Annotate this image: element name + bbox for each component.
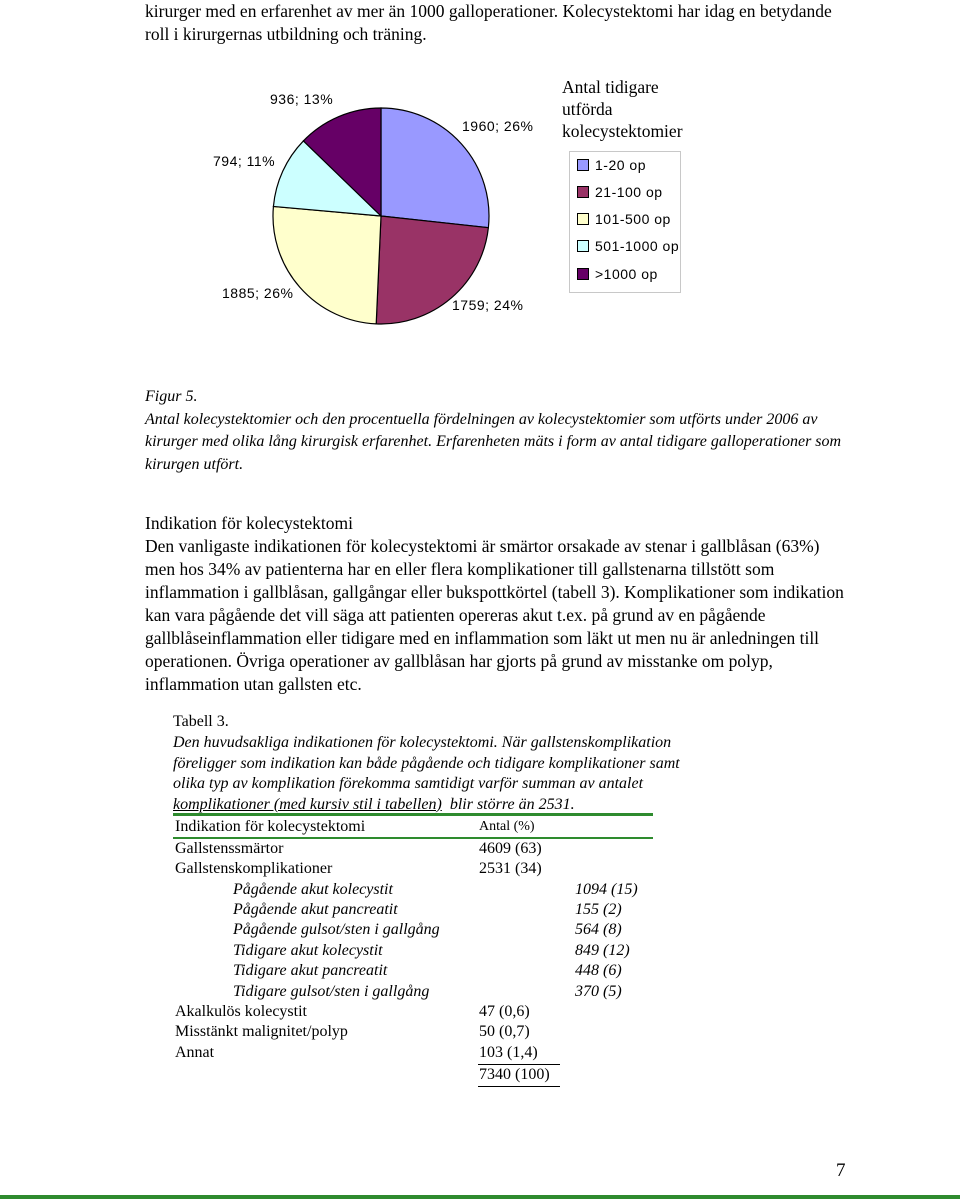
table-total-value: 7340 (100): [479, 1066, 550, 1083]
table-caption-underlined: komplikationer (med kursiv stil i tabellen): [173, 795, 442, 813]
table-caption-rest: blir större än 2531.: [441, 795, 575, 813]
table-subrow: [175, 880, 655, 900]
section-heading: Indikation för kolecystektomi: [145, 513, 354, 533]
figure-label: Figur 5.: [145, 388, 198, 405]
pie-slice-3: [273, 206, 381, 323]
table-top-rule: [173, 813, 653, 816]
table-header-row: [175, 817, 655, 837]
table-label: Tabell 3.: [173, 713, 229, 730]
row-value: 50 (0,7): [479, 1023, 530, 1040]
legend-title-line: Antal tidigare: [562, 77, 659, 97]
pie-label-1960: 1960; 26%: [462, 118, 534, 134]
table-caption-line: Den huvudsakliga indikationen för kolecystektomi. När gallstenskomplikation: [173, 734, 672, 751]
row-label: Gallstenskomplikationer: [175, 860, 333, 877]
table-subrow: [175, 941, 655, 961]
intro-paragraph: kirurger med en erfarenhet av mer än 1000 galloperationer. Kolecystektomi har idag en betydande roll i kirurgernas utbildning och träning.: [145, 1, 832, 44]
legend-label: 21-100 op: [595, 184, 663, 200]
legend-title-line: utförda: [562, 99, 613, 119]
legend-item: [577, 211, 671, 227]
row-label: Akalkulös kolecystit: [175, 1003, 307, 1020]
table-subrow: [175, 982, 655, 1002]
table-subrow: [175, 900, 655, 920]
subrow-value: 448 (6): [575, 962, 622, 979]
legend-item: [577, 157, 646, 173]
page-number: 7: [836, 1160, 846, 1181]
legend-swatch: [577, 268, 589, 280]
legend-item: [577, 238, 679, 254]
table-row: [175, 1043, 655, 1063]
section-body: Den vanligaste indikationen för kolecystektomi är smärtor orsakade av stenar i gallblåsan (63%) men hos 34% av patienterna har en eller flera komplikationer till gallstenarna tillstött som inflammation i gallblåsan, gallgångar eller bukspottkörtel (tabell 3). Komplikationer som indikation kan vara pågående det vill säga att patienten opereras akut t.ex. på grund av en pågående gallblåseinflammation eller tidigare med en inflammation som läkt ut men nu är anledningen till operationen. Övriga operationer av gallblåsan har gjorts på grund av misstanke om polyp, inflammation utan gallsten etc.: [145, 536, 844, 694]
subrow-label: Pågående gulsot/sten i gallgång: [233, 921, 440, 938]
table-total-row: [175, 1065, 655, 1085]
row-value: 103 (1,4): [479, 1044, 538, 1061]
pie-label-1885: 1885; 26%: [222, 285, 294, 301]
pie-label-1759: 1759; 24%: [452, 297, 524, 313]
subrow-label: Tidigare akut kolecystit: [233, 942, 383, 959]
chart-legend: [569, 151, 681, 293]
figure-caption: [145, 386, 845, 476]
legend-title: [562, 76, 683, 142]
subrow-value: 1094 (15): [575, 881, 638, 898]
table-row: [175, 859, 655, 879]
legend-swatch: [577, 159, 589, 171]
subrow-label: Tidigare akut pancreatit: [233, 962, 388, 979]
table-row: [175, 1002, 655, 1022]
subrow-value: 564 (8): [575, 921, 622, 938]
table-header-count: Antal (%): [479, 819, 535, 834]
footer-rule: [0, 1195, 960, 1199]
pie-label-794: 794; 11%: [213, 153, 276, 169]
legend-label: 501-1000 op: [595, 238, 680, 254]
row-label: Misstänkt malignitet/polyp: [175, 1023, 348, 1040]
legend-swatch: [577, 213, 589, 225]
table-caption: [173, 733, 753, 815]
legend-label: 1-20 op: [595, 157, 646, 173]
subrow-value: 849 (12): [575, 942, 630, 959]
subrow-value: 155 (2): [575, 901, 622, 918]
figure-caption-text: Antal kolecystektomier och den procentuella fördelningen av kolecystektomier som utförts under 2006 av kirurger med olika lång kirurgisk erfarenhet. Erfarenheten mäts i form av antal tidigare galloperationer som kirurgen utfört.: [145, 410, 842, 473]
legend-swatch: [577, 240, 589, 252]
table-header-indication: Indikation för kolecystektomi: [175, 818, 366, 835]
subrow-value: 370 (5): [575, 983, 622, 1000]
legend-label: 101-500 op: [595, 211, 671, 227]
legend-item: [577, 184, 663, 200]
subrow-label: Tidigare gulsot/sten i gallgång: [233, 983, 430, 1000]
table-row: [175, 839, 655, 859]
subrow-label: Pågående akut pancreatit: [233, 901, 398, 918]
row-label: Gallstenssmärtor: [175, 840, 284, 857]
table-subrow: [175, 961, 655, 981]
table-row: [175, 1022, 655, 1042]
row-value: 4609 (63): [479, 840, 542, 857]
legend-title-line: kolecystektomier: [562, 121, 683, 141]
table-subrow: [175, 920, 655, 940]
row-label: Annat: [175, 1044, 215, 1061]
subrow-label: Pågående akut kolecystit: [233, 881, 393, 898]
table-caption-line: olika typ av komplikation förekomma samtidigt varför summan av antalet: [173, 775, 644, 792]
row-value: 47 (0,6): [479, 1003, 530, 1020]
table-caption-line: föreligger som indikation kan både pågående och tidigare komplikationer samt: [173, 754, 680, 772]
row-value: 2531 (34): [479, 860, 542, 877]
table-total-bottom-rule: [478, 1086, 560, 1087]
legend-swatch: [577, 186, 589, 198]
legend-label: >1000 op: [595, 266, 658, 282]
pie-label-936: 936; 13%: [270, 91, 334, 107]
legend-item: [577, 266, 658, 282]
